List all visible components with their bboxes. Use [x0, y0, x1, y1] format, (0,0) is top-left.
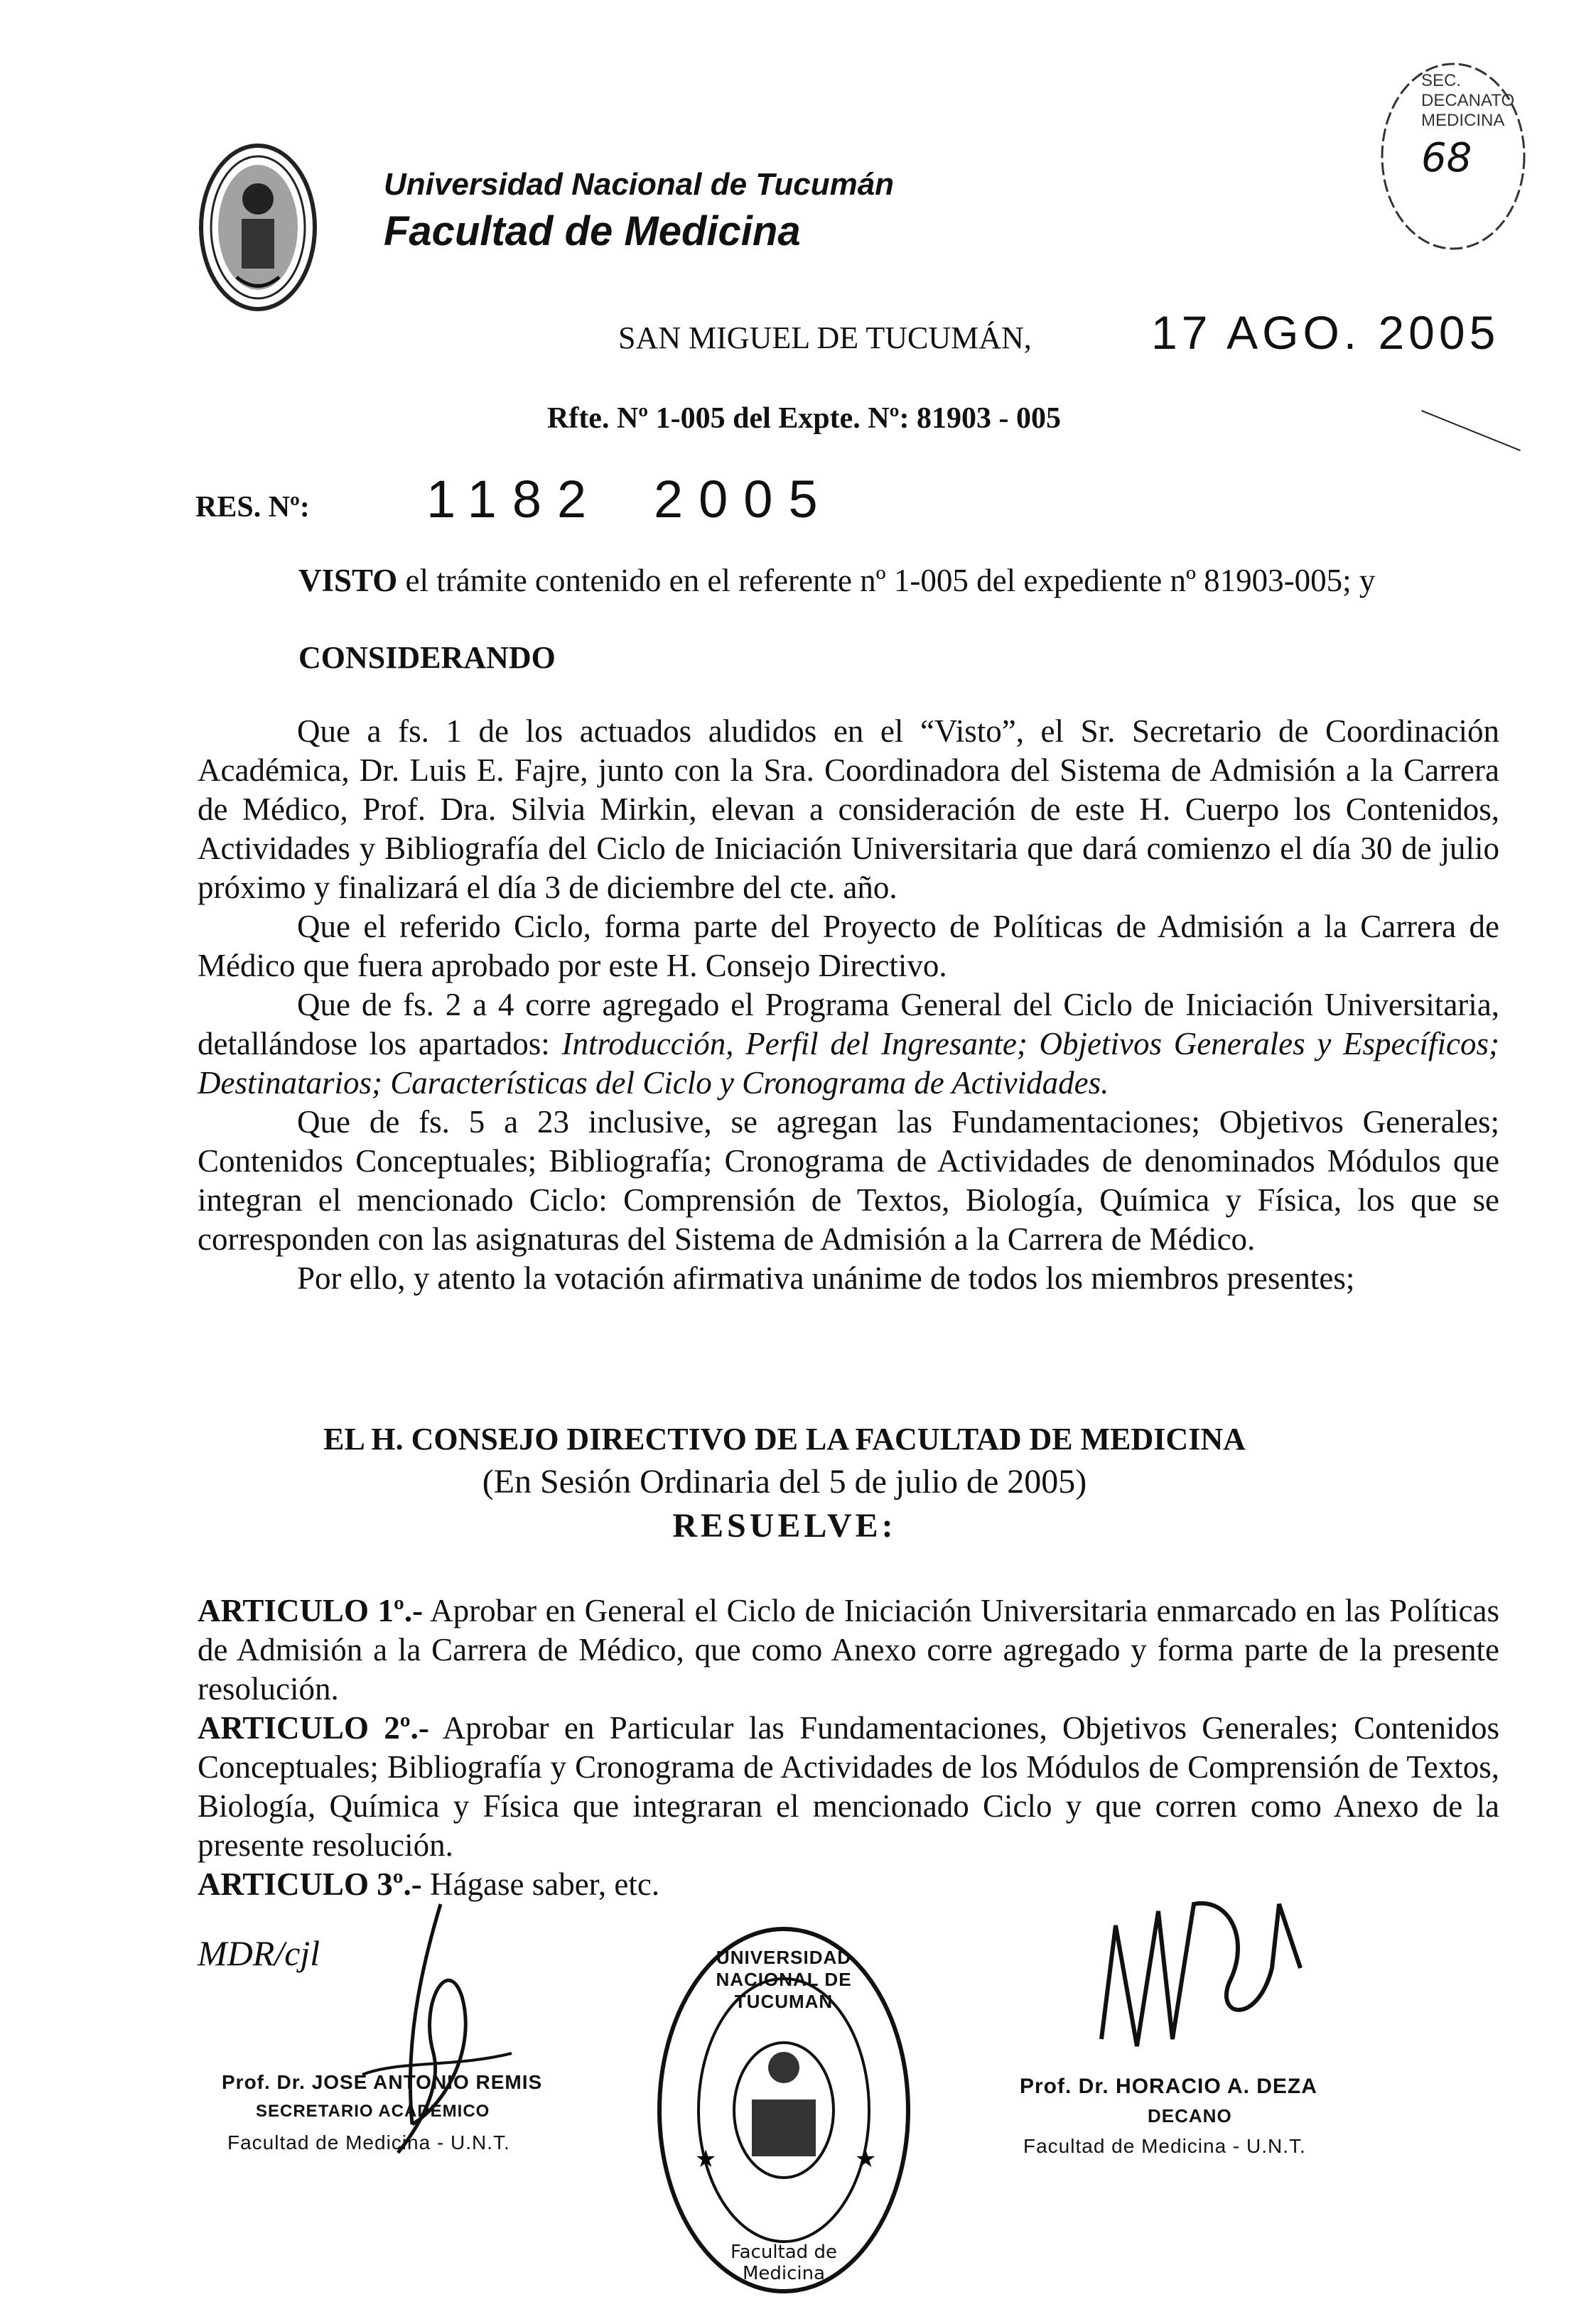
article-3-text: Hágase saber, etc. [421, 1866, 660, 1902]
article-2-text: Aprobar en Particular las Fundamentaciones, Objetivos Generales; Contenidos Conceptuales; Bibliografía y Cronograma de Actividades de los Módulos de Comprensión de Textos, Biología, Química y Física que integraran el mencionado Ciclo y que corren como Anexo de la presente resolución. [198, 1710, 1499, 1863]
paragraph-5: Por ello, y atento la votación afirmativa unánime de todos los miembros presentes; [297, 1260, 1355, 1296]
svg-text:★: ★ [855, 2145, 877, 2173]
paragraph-4: Que de fs. 5 a 23 inclusive, se agregan las Fundamentaciones; Objetivos Generales; Contenidos Conceptuales; Bibliografía; Cronograma de Actividades de denominados Módulos que integran el mencionado Ciclo: Comprensión de Textos, Biología, Química y Física, los que se corresponden con las asignaturas del Sistema de Admisión a la Carrera de Médico. [198, 1104, 1499, 1257]
visto-label: VISTO [298, 563, 398, 598]
considerando-heading: CONSIDERANDO [298, 640, 556, 675]
university-seal [652, 1922, 915, 2298]
article-3-label: ARTICULO 3º.- [198, 1866, 422, 1902]
paragraph-3-text: Que de fs. 2 a 4 corre agregado el Programa General del Ciclo de Iniciación Universitaria, detallándose los apartados: [198, 987, 1499, 1061]
right-signatory-name: Prof. Dr. HORACIO A. DEZA [1020, 2075, 1317, 2098]
article-2-label: ARTICULO 2º.- [198, 1710, 429, 1746]
session-line: (En Sesión Ordinaria del 5 de julio de 2005) [482, 1463, 1087, 1501]
left-signatory-name: Prof. Dr. JOSE ANTONIO REMIS [222, 2071, 543, 2093]
paragraph-3-italic: Introducción, Perfil del Ingresante; Objetivos Generales y Específicos; Destinatarios; Características del Ciclo y Cronograma de Actividades. [198, 1026, 1499, 1101]
right-signatory-title: DECANO [1148, 2105, 1232, 2126]
date-stamp: 17 AGO. 2005 [1151, 306, 1500, 359]
article-1 [198, 1591, 1499, 1709]
faculty-logo [198, 142, 318, 313]
pen-stroke [1421, 410, 1521, 451]
paragraph-2: Que el referido Ciclo, forma parte del Proyecto de Políticas de Admisión a la Carrera de Médico que fuera aprobado por este H. Consejo Directivo. [198, 909, 1499, 983]
articles-block [198, 1591, 1499, 1904]
article-1-label: ARTICULO 1º.- [198, 1593, 424, 1628]
resolution-label: RES. Nº: [195, 491, 310, 524]
secretary-stamp [1371, 50, 1535, 263]
university-name: Universidad Nacional de Tucumán [384, 167, 895, 202]
resolution-number: 1182 [426, 470, 603, 529]
left-signatory-faculty: Facultad de Medicina - U.N.T. [227, 2131, 510, 2153]
stamp-number: 68 [1421, 135, 1472, 181]
resuelve-heading: RESUELVE: [672, 1507, 897, 1545]
considerando-body [198, 712, 1499, 1298]
svg-text:★: ★ [695, 2145, 717, 2173]
visto-line [298, 561, 1499, 600]
initials: MDR/cjl [198, 1933, 320, 1973]
right-signature [1087, 1883, 1322, 2082]
faculty-name: Facultad de Medicina [384, 208, 801, 254]
place-label: SAN MIGUEL DE TUCUMÁN, [618, 320, 1032, 355]
article-2 [198, 1709, 1499, 1865]
resolution-year: 2005 [654, 470, 834, 529]
seal-bottom-text: Facultad de Medicina [730, 2242, 837, 2284]
reference-line: Rfte. Nº 1-005 del Expte. Nº: 81903 - 005 [547, 402, 1061, 435]
seal-top-text: UNIVERSIDAD NACIONAL DE TUCUMAN [716, 1947, 852, 2012]
left-signature [334, 1890, 561, 2167]
council-heading: EL H. CONSEJO DIRECTIVO DE LA FACULTAD DE MEDICINA [323, 1422, 1246, 1456]
right-signatory-faculty: Facultad de Medicina - U.N.T. [1023, 2135, 1306, 2157]
visto-text: el trámite contenido en el referente nº 1-005 del expediente nº 81903-005; y [397, 563, 1376, 598]
paragraph-1: Que a fs. 1 de los actuados aludidos en el “Visto”, el Sr. Secretario de Coordinación Académica, Dr. Luis E. Fajre, junto con la Sra. Coordinadora del Sistema de Admisión a la Carrera de Médico, Prof. Dra. Silvia Mirkin, elevan a consideración de este H. Cuerpo los Contenidos, Actividades y Bibliografía del Ciclo de Iniciación Universitaria que dará comienzo el día 30 de julio próximo y finalizará el día 3 de diciembre del cte. año. [198, 713, 1499, 905]
left-signatory-title: SECRETARIO ACADEMICO [256, 2102, 490, 2121]
paragraph-3 [198, 985, 1499, 1103]
article-1-text: Aprobar en General el Ciclo de Iniciación Universitaria enmarcado en las Políticas de Admisión a la Carrera de Médico, que como Anexo corre agregado y forma parte de la presente resolución. [198, 1593, 1500, 1707]
stamp-ring-text: SEC. DECANATO MEDICINA [1421, 71, 1515, 130]
